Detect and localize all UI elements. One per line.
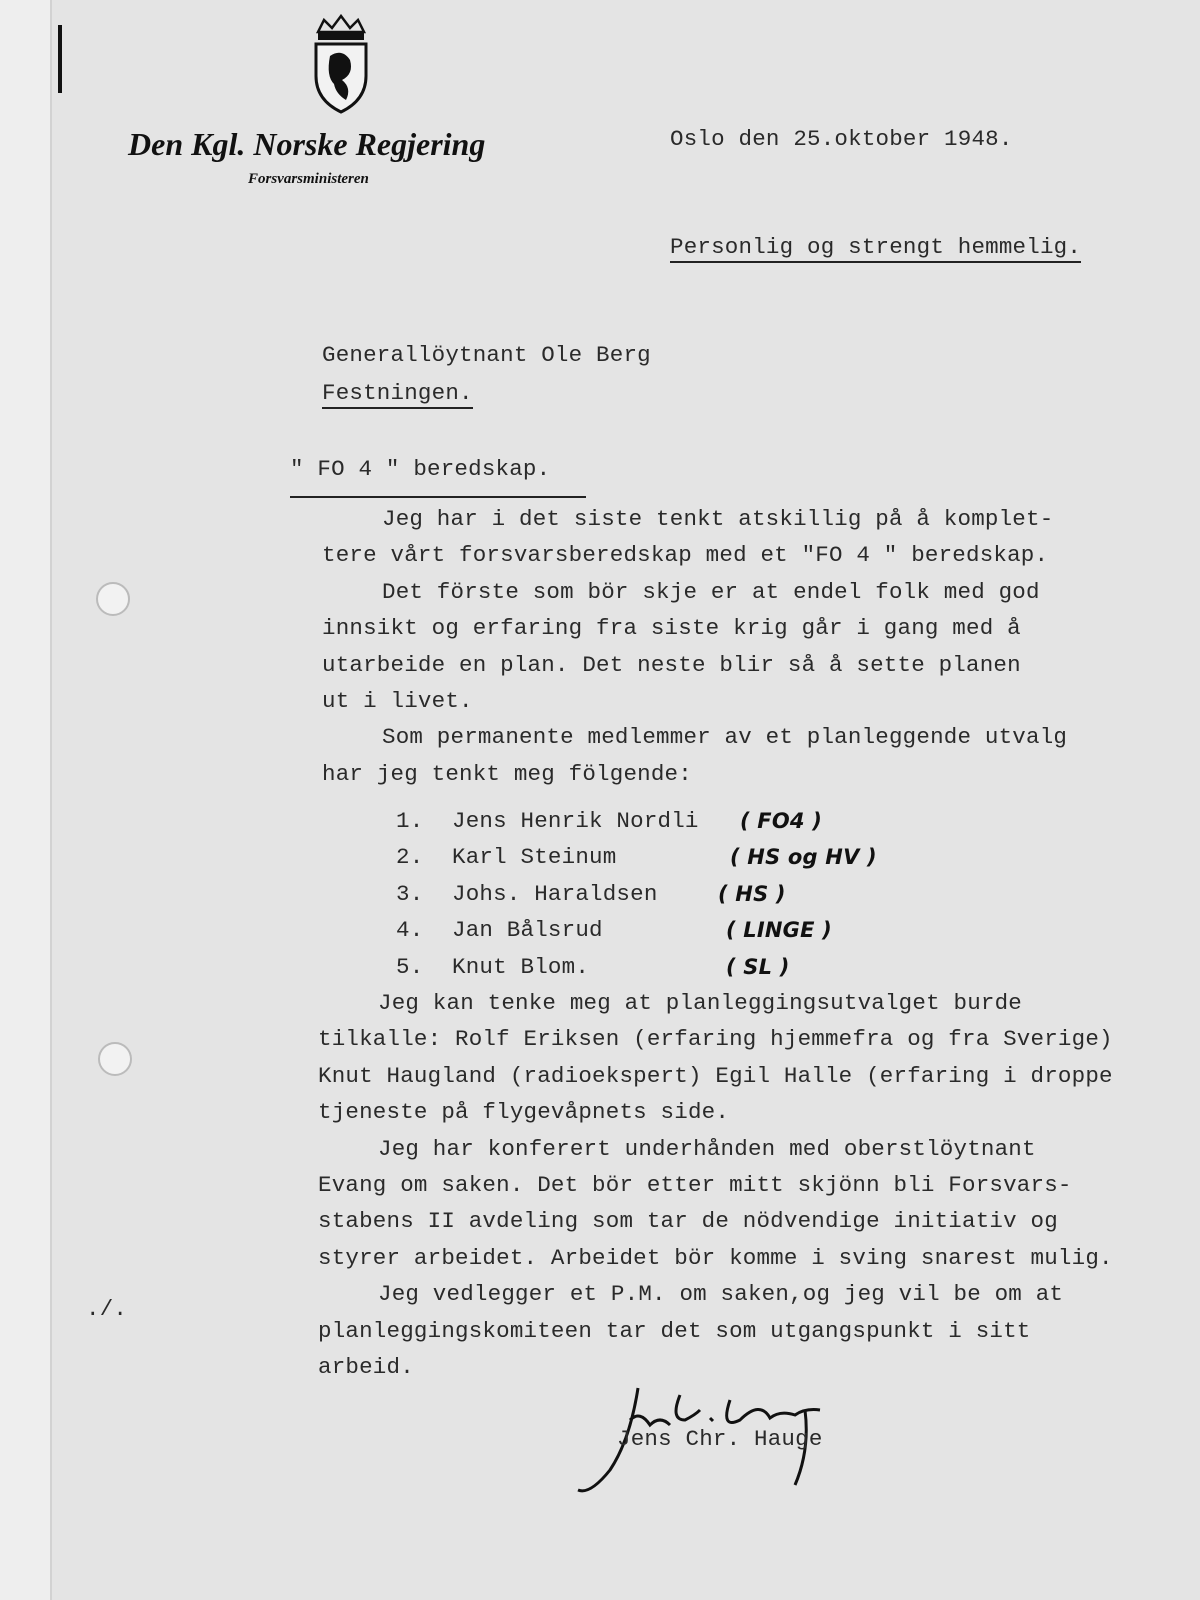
member-name: Johs. Haraldsen: [452, 880, 658, 907]
list-item: [396, 917, 832, 953]
letterhead-subtitle: Forsvarsministeren: [248, 171, 369, 187]
letter-date: Oslo den 25.oktober 1948.: [670, 126, 1013, 152]
body-line: Jeg har konferert underhånden med oberstlöytnant: [378, 1135, 1036, 1162]
recipient-name: Generallöytnant Ole Berg: [322, 342, 651, 368]
typed-signature: Jens Chr. Hauge: [617, 1426, 823, 1452]
body-line: Det förste som bör skje er at endel folk med god: [382, 578, 1040, 605]
body-line: tere vårt forsvarsberedskap med et "FO 4 " beredskap.: [322, 542, 1049, 569]
body-line: Evang om saken. Det bör etter mitt skjönn bli Forsvars-: [318, 1171, 1072, 1198]
member-name: Karl Steinum: [452, 844, 617, 871]
handwritten-note: ( SL ): [726, 954, 790, 979]
handwritten-note: ( LINGE ): [726, 918, 832, 943]
member-name: Jan Bålsrud: [452, 917, 603, 944]
body-line: Jeg kan tenke meg at planleggingsutvalget burde: [378, 990, 1023, 1016]
body-line: tjeneste på flygevåpnets side.: [318, 1099, 730, 1126]
member-name: Knut Blom.: [452, 953, 590, 980]
list-number: 3.: [396, 880, 424, 907]
body-part-2: [318, 990, 1113, 1390]
body-line: Som permanente medlemmer av et planleggende utvalg: [382, 724, 1068, 751]
body-line: Jeg har i det siste tenkt atskillig på å komplet-: [382, 506, 1054, 532]
classification: Personlig og strengt hemmelig.: [670, 234, 1081, 263]
body-line: innsikt og erfaring fra siste krig går i gang med å: [322, 615, 1021, 642]
body-line: har jeg tenkt meg fölgende:: [322, 760, 692, 787]
list-number: 2.: [396, 844, 424, 871]
handwritten-note: ( HS ): [718, 881, 786, 906]
body-part-1: [322, 506, 1067, 797]
page-edge: [0, 0, 52, 1600]
recipient-place: Festningen.: [322, 380, 473, 409]
list-number: 5.: [396, 953, 424, 980]
list-number: 4.: [396, 917, 424, 944]
body-line: tilkalle: Rolf Eriksen (erfaring hjemmefra og fra Sverige): [318, 1026, 1113, 1053]
coat-of-arms-icon: [312, 14, 370, 114]
list-item: [396, 808, 823, 844]
list-item: [396, 953, 790, 990]
body-line: utarbeide en plan. Det neste blir så å sette planen: [322, 651, 1021, 678]
body-line: ut i livet.: [322, 687, 473, 714]
subject-line: " FO 4 " beredskap.: [290, 456, 586, 498]
enclosure-mark: ./.: [86, 1296, 128, 1322]
body-line: Jeg vedlegger et P.M. om saken,og jeg vil be om at: [378, 1281, 1064, 1308]
punch-hole: [98, 1042, 132, 1076]
body-line: arbeid.: [318, 1353, 414, 1380]
handwritten-note: ( HS og HV ): [730, 845, 877, 870]
member-name: Jens Henrik Nordli: [452, 808, 699, 834]
list-item: [396, 880, 786, 917]
punch-hole: [96, 582, 130, 616]
body-line: planleggingskomiteen tar det som utgangspunkt i sitt: [318, 1317, 1031, 1344]
body-line: styrer arbeidet. Arbeidet bör komme i sving snarest mulig.: [318, 1244, 1113, 1271]
letterhead-title: Den Kgl. Norske Regjering: [128, 126, 486, 162]
body-line: stabens II avdeling som tar de nödvendige initiativ og: [318, 1208, 1058, 1235]
margin-mark: [58, 25, 62, 93]
list-item: [396, 844, 877, 880]
handwritten-note: ( FO4 ): [740, 809, 823, 833]
body-line: Knut Haugland (radioekspert) Egil Halle (erfaring i droppe: [318, 1062, 1113, 1089]
list-number: 1.: [396, 808, 424, 834]
member-list: [396, 808, 877, 990]
